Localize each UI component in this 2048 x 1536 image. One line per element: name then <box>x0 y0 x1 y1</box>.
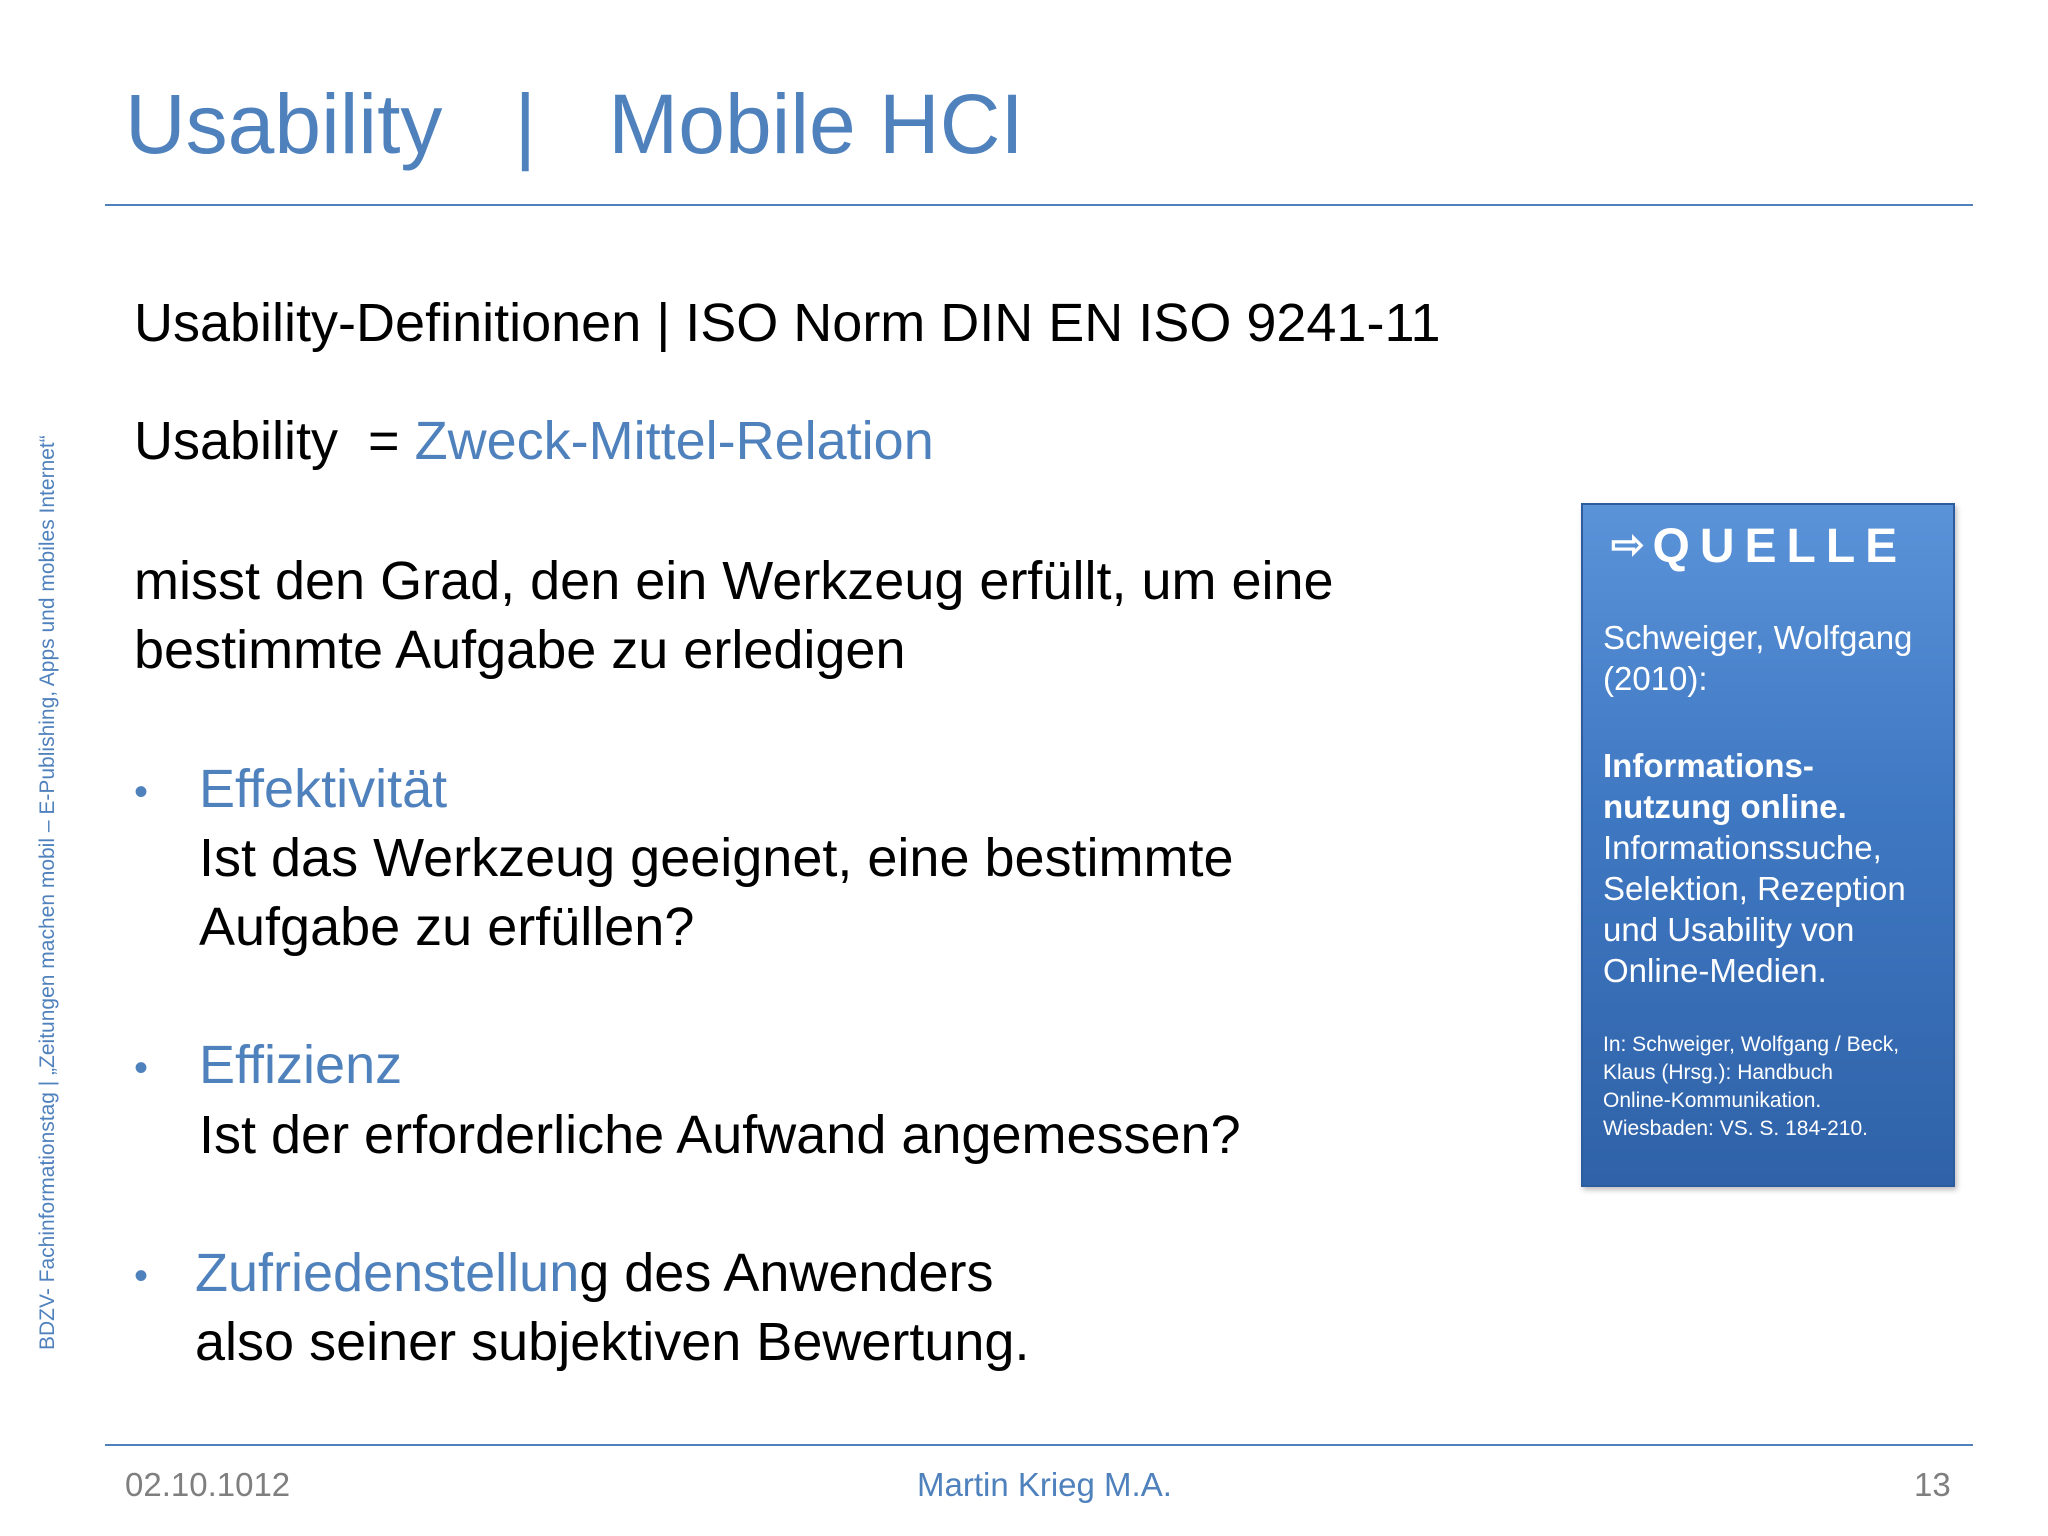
source-citation-line: Wiesbaden: VS. S. 184-210. <box>1603 1117 1868 1140</box>
description-line-1: misst den Grad, den ein Werkzeug erfüllt, um eine <box>134 551 1334 611</box>
title-divider <box>105 204 1973 206</box>
bullet-term-effizienz: Effizienz <box>199 1035 403 1095</box>
title-left: Usability <box>125 77 443 171</box>
source-work-subtitle: und Usability von <box>1603 911 1855 948</box>
title-right: Mobile HCI <box>608 77 1024 171</box>
bullet-text: Ist der erforderliche Aufwand angemessen? <box>199 1105 1241 1165</box>
bullet-term-zufriedenstellung <box>195 1240 994 1308</box>
bullet-term: Zufriedenstellun <box>195 1243 580 1303</box>
definition-prefix: Usability = <box>134 411 415 471</box>
source-author <box>1603 617 1948 699</box>
source-citation-line: In: Schweiger, Wolfgang / Beck, <box>1603 1033 1900 1056</box>
bullet-text: Ist das Werkzeug geeignet, eine bestimmte <box>199 828 1234 888</box>
title-separator: | <box>514 77 537 171</box>
bullet-term-effektivitaet: Effektivität <box>199 759 448 819</box>
source-work-subtitle: Selektion, Rezeption <box>1603 870 1906 907</box>
footer-divider <box>105 1444 1973 1446</box>
source-work-title: Informations- <box>1603 747 1814 784</box>
source-title <box>1611 519 1907 574</box>
source-citation <box>1603 1031 1953 1143</box>
content-heading: Usability-Definitionen | ISO Norm DIN EN ISO 9241-11 <box>134 293 1441 353</box>
source-work-subtitle: Online-Medien. <box>1603 952 1827 989</box>
sidebar-text: BDZV- Fachinformationstag | „Zeitungen machen mobil – E-Publishing, Apps und mobiles Internet“ <box>36 435 59 1350</box>
bullet-term-suffix: g des Anwenders <box>579 1243 994 1303</box>
source-author-year: (2010): <box>1603 660 1708 697</box>
bullet-marker: • <box>134 770 149 814</box>
page-number: 13 <box>1914 1466 1951 1503</box>
source-work <box>1603 745 1948 991</box>
definition-line <box>134 408 934 476</box>
bullet-text: Aufgabe zu erfüllen? <box>199 897 695 957</box>
source-work-subtitle: Informationssuche, <box>1603 829 1882 866</box>
bullet-marker: • <box>134 1046 149 1090</box>
slide-title <box>125 78 1024 170</box>
source-title-text: QUELLE <box>1652 520 1908 573</box>
description-line-2: bestimmte Aufgabe zu erledigen <box>134 620 906 680</box>
definition-term: Zweck-Mittel-Relation <box>414 411 934 471</box>
arrow-right-icon: ⇨ <box>1611 523 1645 567</box>
source-author-name: Schweiger, Wolfgang <box>1603 619 1913 656</box>
bullet-marker: • <box>134 1254 149 1298</box>
source-box <box>1581 503 1955 1187</box>
source-work-title: nutzung online. <box>1603 788 1847 825</box>
source-citation-line: Klaus (Hrsg.): Handbuch <box>1603 1061 1833 1084</box>
bullet-text: also seiner subjektiven Bewertung. <box>195 1312 1030 1372</box>
footer-author: Martin Krieg M.A. <box>917 1466 1172 1503</box>
footer-date: 02.10.1012 <box>125 1466 291 1503</box>
source-citation-line: Online-Kommunikation. <box>1603 1089 1822 1112</box>
